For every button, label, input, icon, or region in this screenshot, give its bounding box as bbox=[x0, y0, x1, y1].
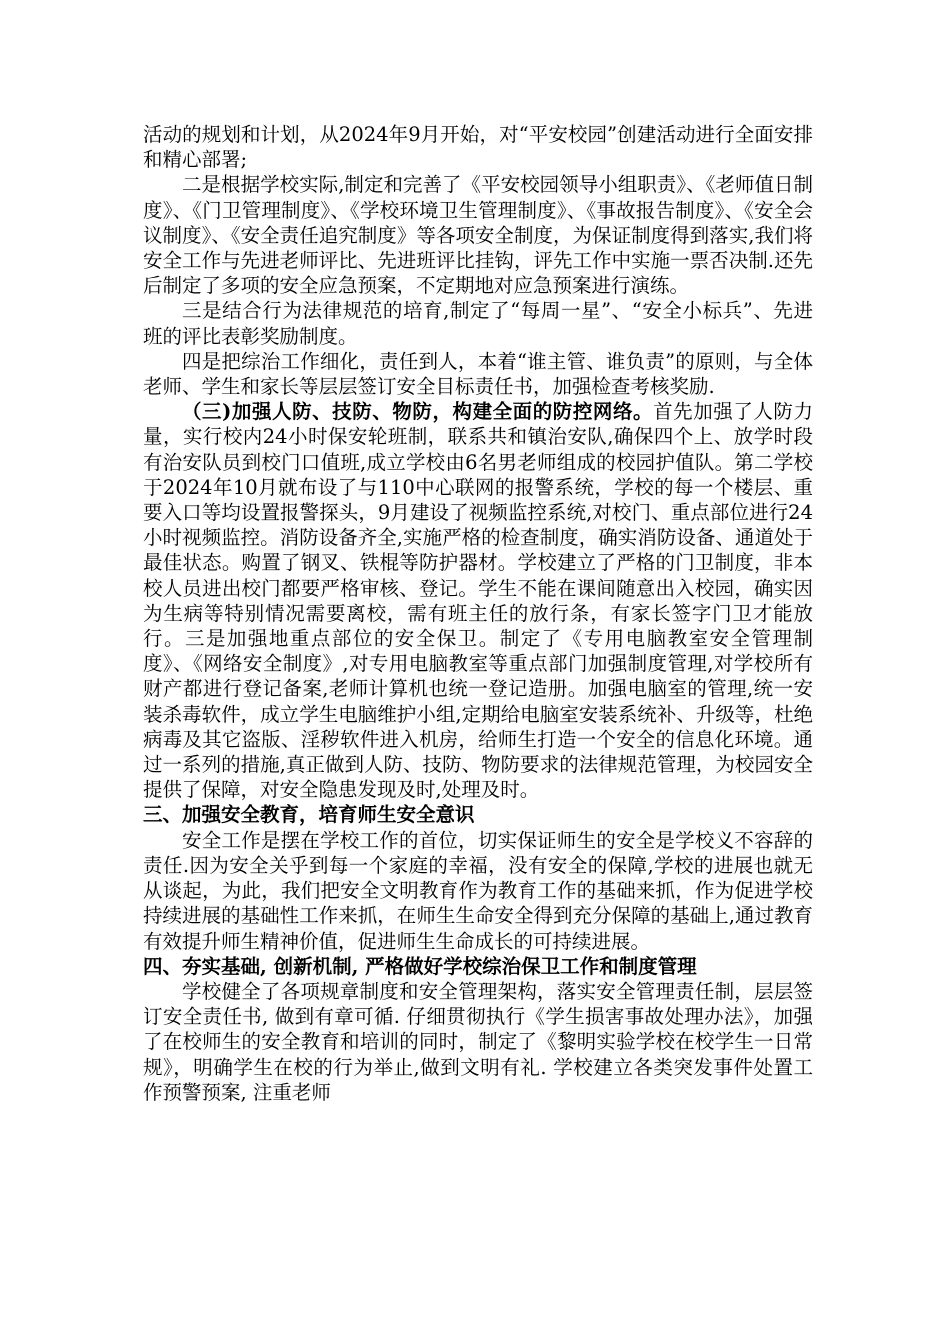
section-heading-3: 三、加强安全教育，培育师生安全意识 bbox=[143, 803, 475, 827]
paragraph-rules-system: 二是根据学校实际,制定和完善了《平安校园领导小组职责》、《老师值日制度》、《门卫管理制度》、《学校环境卫生管理制度》、《事故报告制度》、《安全会议制度》、《安全责任追究制度》等各项安全制度，为保证制度得到落实,我们将安全工作与先进老师评比、先进班评比挂钩，评先工作中实施一票否决制.还先后制定了多项的安全应急预案，不定期地对应急预案进行演练。 bbox=[143, 173, 813, 298]
paragraph-defense-network bbox=[143, 399, 813, 802]
section-heading-4: 四、夯实基础, 创新机制, 严格做好学校综治保卫工作和制度管理 bbox=[143, 954, 697, 978]
paragraph-behavior-norms: 三是结合行为法律规范的培育,制定了“每周一星”、“安全小标兵”、先进班的评比表彰奖励制度。 bbox=[143, 299, 813, 348]
paragraph-safety-education: 安全工作是摆在学校工作的首位，切实保证师生的安全是学校义不容辞的责任.因为安全关乎到每一个家庭的幸福，没有安全的保障,学校的进展也就无从谈起，为此，我们把安全文明教育作为教育工作的基础来抓，作为促进学校持续进展的基础性工作来抓，在师生生命安全得到充分保障的基础上,通过教育有效提升师生精神价值，促进师生生命成长的可持续进展。 bbox=[143, 828, 813, 953]
paragraph-responsibility: 四是把综治工作细化，责任到人，本着“谁主管、谁负责”的原则，与全体老师、学生和家长等层层签订安全目标责任书，加强检查考核奖励. bbox=[143, 349, 813, 399]
paragraph-management: 学校健全了各项规章制度和安全管理架构，落实安全管理责任制，层层签订安全责任书, 做到有章可循. 仔细贯彻执行《学生损害事故处理办法》，加强了在校师生的安全教育和培训的同时，制定了《黎明实验学校在校学生一日常规》，明确学生在校的行为举止,做到文明有礼. 学校建立各类突发事件处置工作预警预案, 注重老师 bbox=[143, 979, 813, 1104]
paragraph-continuation: 活动的规划和计划，从2024年9月开始，对“平安校园”创建活动进行全面安排和精心部署; bbox=[143, 123, 813, 172]
paragraph-defense-text: 首先加强了人防力量，实行校内24小时保安轮班制，联系共和镇治安队,确保四个上、放学时段有治安队员到校门口值班,成立学校由6名男老师组成的校园护值队。第二学校于2024年10月就布设了与110中心联网的报警系统，学校的每一个楼层、重要入口等均设置报警探头，9月建设了视频监控系统,对校门、重点部位进行24小时视频监控。消防设备齐全,实施严格的检查制度，确实消防设备、通道处于最佳状态。购置了钢叉、铁棍等防护器材。学校建立了严格的门卫制度，非本校人员进出校门都要严格审核、登记。学生不能在课间随意出入校园，确实因为生病等特别情况需要离校，需有班主任的放行条，有家长签字门卫才能放行。三是加强地重点部位的安全保卫。制定了《专用电脑教室安全管理制度》、《网络安全制度》,对专用电脑教室等重点部门加强制度管理,对学校所有财产都进行登记备案,老师计算机也统一登记造册。加强电脑室的管理,统一安装杀毒软件，成立学生电脑维护小组,定期给电脑室安装系统补、升级等，杜绝病毒及其它盗版、淫秽软件进入机房，给师生打造一个安全的信息化环境。通过一系列的措施,真正做到人防、技防、物防要求的法律规范管理，为校园安全提供了保障，对安全隐患发现及时,处理及时。 bbox=[143, 400, 813, 802]
subsection-heading: （三)加强人防、技防、物防，构建全面的防控网络。 bbox=[182, 400, 654, 424]
document-body bbox=[143, 122, 813, 1105]
